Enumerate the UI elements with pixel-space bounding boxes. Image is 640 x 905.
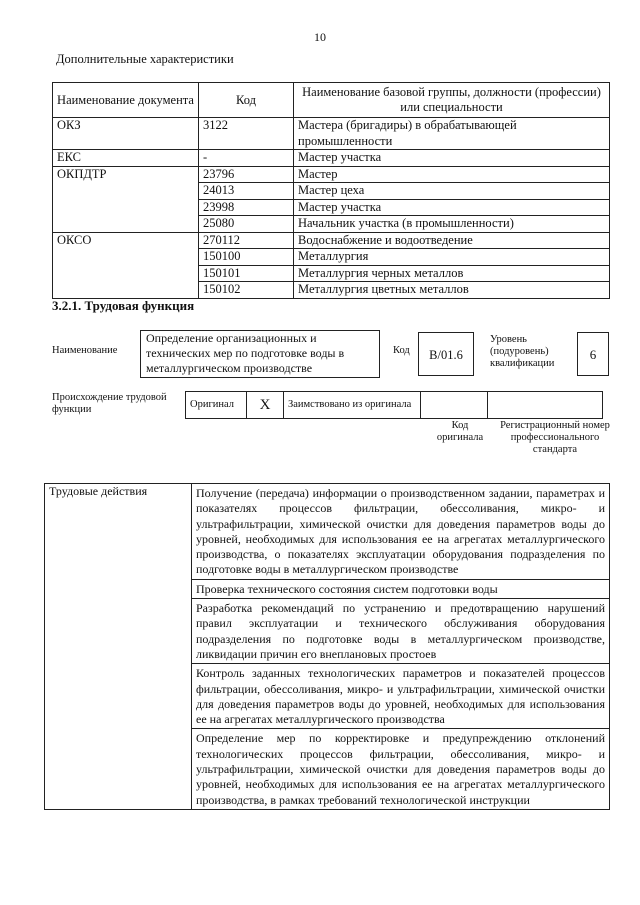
cell-document: ОКЗ (53, 118, 199, 150)
cell-name: Начальник участка (в промышленности) (294, 216, 610, 233)
cell-code: 150101 (199, 265, 294, 282)
action-item: Получение (передача) информации о производственном задании, параметрах и показателях процессов фильтрации, обессоливания, микро- и ультрафильтрации, химической очистки для доведения параметров воды до уровней, необходимых для использования ее на агрегатах металлургического производства, о показателях эксплуатации оборудования подразделения по подготовке воды в металлургическом производстве (192, 484, 610, 580)
cell-name: Мастера (бригадиры) в обрабатывающей промышленности (294, 118, 610, 150)
cell-name: Металлургия цветных металлов (294, 282, 610, 299)
function-code-value: B/01.6 (418, 332, 474, 376)
function-name-value: Определение организационных и технических мер по подготовке воды в металлургическом производстве (140, 330, 380, 378)
cell-code: 270112 (199, 232, 294, 249)
cell-document: ОКСО (53, 232, 199, 298)
labor-actions-table (44, 483, 610, 810)
cell-code: - (199, 150, 294, 167)
cell-code: 24013 (199, 183, 294, 200)
cell-document: ОКПДТР (53, 166, 199, 232)
cell-name: Металлургия (294, 249, 610, 266)
table-row (45, 484, 610, 580)
function-origin-label: Происхождение трудовой функции (52, 392, 167, 415)
cell-code: 23998 (199, 199, 294, 216)
characteristics-table (52, 82, 610, 299)
cell-name: Мастер цеха (294, 183, 610, 200)
header-group-name: Наименование базовой группы, должности (профессии) или специальности (294, 83, 610, 118)
additional-characteristics-title: Дополнительные характеристики (56, 52, 234, 66)
cell-name: Мастер участка (294, 199, 610, 216)
cell-name: Мастер (294, 166, 610, 183)
header-code: Код (199, 83, 294, 118)
original-label: Оригинал (186, 392, 247, 419)
qualification-level-label: Уровень (подуровень) квалификации (490, 334, 555, 369)
reg-number-label: Регистрационный номер профессионального стандарта (500, 420, 610, 455)
cell-name: Металлургия черных металлов (294, 265, 610, 282)
cell-code: 3122 (199, 118, 294, 150)
original-mark: X (247, 392, 284, 419)
header-document: Наименование документа (53, 83, 199, 118)
cell-code: 150102 (199, 282, 294, 299)
function-name-label: Наименование (52, 345, 118, 356)
action-item: Проверка технического состояния систем подготовки воды (192, 579, 610, 598)
action-item: Контроль заданных технологических параметров и показателей процессов фильтрации, обессоливания, микро- и ультрафильтрации, химической очистки для доведения параметров воды до уровней, необходимых для использования ее на агрегатах металлургического производства (192, 664, 610, 729)
cell-document: ЕКС (53, 150, 199, 167)
table-row (53, 166, 610, 183)
table-row (53, 150, 610, 167)
cell-name: Водоснабжение и водоотведение (294, 232, 610, 249)
section-title: 3.2.1. Трудовая функция (52, 298, 195, 313)
table-header-row (53, 83, 610, 118)
table-row (53, 232, 610, 249)
cell-code: 25080 (199, 216, 294, 233)
reg-number-cell (488, 392, 603, 419)
function-code-label: Код (393, 345, 410, 356)
cell-code: 150100 (199, 249, 294, 266)
action-item: Определение мер по корректировке и предупреждению отклонений технологических процессов фильтрации, обессоливания, микро- и ультрафильтрации, химической очистки для доведения параметров воды до уровней, необходимых для использования ее на агрегатах металлургического производства, в рамках требований технологической инструкции (192, 729, 610, 809)
qualification-level-value: 6 (577, 332, 609, 376)
cell-name: Мастер участка (294, 150, 610, 167)
orig-code-cell (421, 392, 488, 419)
page-number: 10 (314, 30, 326, 44)
table-row (53, 118, 610, 150)
labor-actions-label: Трудовые действия (45, 484, 192, 810)
action-item: Разработка рекомендаций по устранению и предотвращению нарушений правил эксплуатации и технического обслуживания оборудования подразделения по подготовке воды в металлургическом производстве, ликвидации причин его внеплановых простоев (192, 599, 610, 664)
origin-table (185, 391, 603, 419)
cell-code: 23796 (199, 166, 294, 183)
orig-code-label: Код оригинала (436, 420, 484, 443)
borrowed-label: Заимствовано из оригинала (284, 392, 421, 419)
